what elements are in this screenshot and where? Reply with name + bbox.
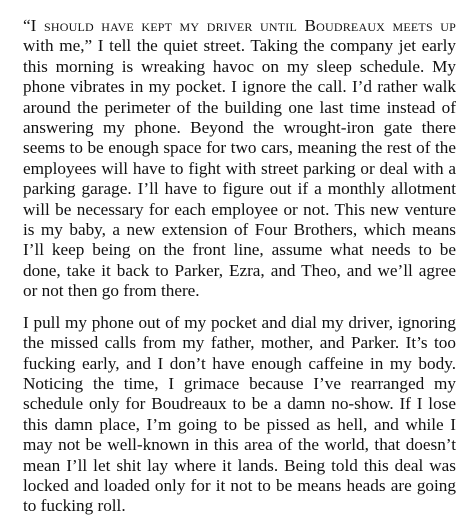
paragraph-1: [23, 16, 456, 302]
opening-quote: “: [23, 16, 31, 35]
page-text: [23, 16, 456, 517]
small-caps-lead-in: I should have kept my driver until Boudreaux meets up: [30, 16, 456, 35]
paragraph-1-body: with me,” I tell the quiet street. Taking the company jet early this morning is wreaking havoc on my sleep schedule. My phone vibrates in my pocket. I ignore the call. I’d rather walk around the perimeter of the building one last time instead of answering my phone. Beyond the wrought-iron gate there seems to be enough space for two cars, meaning the rest of the employees will have to fight with street parking or deal with a parking garage. I’ll have to figure out if a monthly allotment will be necessary for each employee or not. This new venture is my baby, a new extension of Four Brothers, which means I’ll keep being on the front line, assume what needs to be done, take it back to Parker, Ezra, and Theo, and we’ll agree or not then go from there.: [23, 36, 456, 301]
paragraph-2: I pull my phone out of my pocket and dial my driver, ignoring the missed calls from my father, mother, and Parker. It’s too fucking early, and I don’t have enough caffeine in my body. Noticing the time, I grimace because I’ve rearranged my schedule only for Boudreaux to be a damn no-show. If I lose this damn place, I’m going to be pissed as hell, and while I may not be well-known in this area of the world, that doesn’t mean I’ll let shit lay where it lands. Being told this deal was locked and loaded only for it not to be means heads are going to fucking roll.: [23, 312, 456, 516]
